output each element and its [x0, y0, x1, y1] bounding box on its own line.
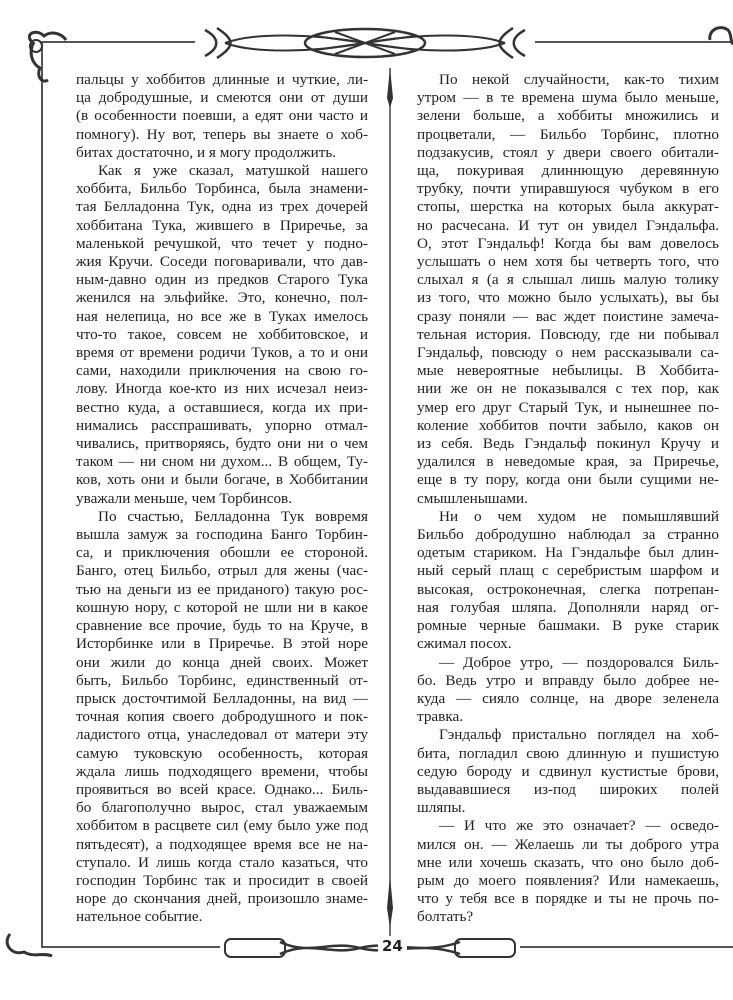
text-line: тью на деньги из ее приданого) такую рос- [76, 580, 368, 598]
text-line: седую бороду и сдвинул кустистые брови, [417, 762, 719, 780]
paragraph [76, 508, 368, 927]
paragraph [417, 654, 719, 727]
text-line: проявиться во всей красе. Однако... Биль- [76, 780, 368, 798]
text-line: болтать? [417, 908, 474, 926]
text-line: Гэндальф пристально поглядел на хоб- [439, 726, 719, 744]
text-line: умер его друг Старый Тук, и нынешнее по- [417, 398, 719, 416]
text-line: ца добродушные, и смеются они от души [76, 89, 368, 107]
pen-divider-icon [384, 68, 396, 948]
bottom-left-ornament-icon [0, 930, 60, 960]
paragraph [417, 508, 719, 654]
text-line: шляпы. [417, 799, 466, 817]
text-line: стопы, шерстка на которых была аккурат- [417, 198, 719, 216]
text-line: таком — ни сном ни духом... В общем, Ту- [76, 453, 368, 471]
text-line: из себя. Ведь Гэндальф покинул Кручу и [417, 435, 719, 453]
text-line: ромные черные башмаки. В руке старик [417, 617, 719, 635]
text-line: нательное событие. [76, 908, 203, 926]
text-line: лову. Иногда кое-кто из них исчезал неиз- [76, 380, 368, 398]
paragraph [76, 162, 368, 508]
text-line: сжимал посох. [417, 635, 512, 653]
text-line: Банго, отец Бильбо, отрыл для жены (час- [76, 562, 368, 580]
text-line: бо. Ведь утро и вправду было добрее не- [417, 671, 719, 689]
text-line: что у тебя все в порядке и ты не прочь по- [417, 890, 719, 908]
text-line: выдававшиеся из-под широких полей [417, 780, 719, 798]
paragraph [417, 817, 719, 926]
text-line: Исторбинке или в Приречье. В этой норе [76, 635, 368, 653]
text-line: нимались расспрашивать, упорно отмал- [76, 416, 368, 434]
paragraph [76, 71, 368, 162]
text-line: пальцы у хоббитов длинные и чуткие, ли- [76, 71, 368, 88]
text-line: травка. [417, 708, 464, 726]
text-line: ков, хоть они и были богаче, в Хоббитании [76, 471, 368, 489]
text-line: По некой случайности, как-то тихим [439, 71, 719, 88]
text-line: удалился в неведомые края, за Приречье, [417, 453, 719, 471]
text-line: процветали, — Бильбо Торбинс, плотно [417, 125, 719, 143]
text-line: трубку, почти упиравшуюся чубуком в его [417, 180, 719, 198]
text-line: ждала лишь подходящего времени, чтобы [76, 762, 368, 780]
text-line: ная нелепица, но все же в Туках имелось [76, 307, 368, 325]
paragraph [417, 71, 719, 508]
text-line: Ни о чем худом не помышлявший [439, 507, 719, 525]
text-line: время от времени родичи Туков, а то и они [76, 344, 368, 362]
text-line: ным-давно один из предков Старого Тука [76, 271, 368, 289]
bottom-knot-ornament-icon [220, 936, 520, 960]
text-line: зелени больше, а хоббиты множились и [417, 107, 719, 125]
text-line: мился он. — Желаешь ли ты доброго утра [417, 835, 719, 853]
text-line: уважали меньше, чем Торбинсов. [76, 489, 293, 507]
text-line: жия Кручи. Соседи поговаривали, что дав- [76, 253, 368, 271]
text-line: кошную нору, с которой не шли ни в какое [76, 598, 368, 616]
text-line: хоббитом в расцвете сил (ему было уже под [76, 817, 368, 835]
border-left-rule [41, 41, 43, 948]
text-line: коление хоббитов почти забыло, каков он [417, 416, 719, 434]
text-line: мые невероятные небылицы. В Хоббита- [417, 362, 719, 380]
text-line: битах достаточно, и я могу продолжить. [76, 143, 337, 161]
text-line: быть, Бильбо Торбинс, единственный от- [76, 671, 368, 689]
text-line: вышла замуж за господина Банго Торбин- [76, 526, 368, 544]
text-line: еще в ту пору, когда они были сущими не- [417, 471, 719, 489]
text-line: услышать о нем хотя бы четверть того, что [417, 253, 719, 271]
text-line: — И что же это означает? — осведо- [439, 817, 719, 835]
right-text-column [417, 71, 719, 927]
text-line: пятьдесят), а подходящее время все не на- [76, 835, 368, 853]
text-line: женился на эльфийке. Это, конечно, пол- [76, 289, 368, 307]
text-line: мне или хочешь сказать, что оно было доб- [417, 853, 719, 871]
text-line: точная копия своего добродушного и пок- [76, 708, 368, 726]
text-line: бо благополучно вырос, стал уважаемым [76, 799, 368, 817]
text-line: — Доброе утро, — поздоровался Биль- [439, 653, 719, 671]
text-line: из того, что можно было услыхать), вы бы [417, 289, 719, 307]
text-line: сразу поняли — вас ждет поистине замеча- [417, 307, 719, 325]
text-line: (в особенности поевши, а едят они часто и [76, 107, 368, 125]
corner-ornament-right-icon [706, 22, 733, 52]
text-line: ща, покуривая длиннющую деревянную [417, 162, 719, 180]
text-line: тельная история. Повсюду, где ни побывал [417, 325, 719, 343]
text-line: утром — в те времена шума было меньше, [417, 89, 719, 107]
text-line: норе до скончания дней, произошло знаме- [76, 890, 368, 908]
paragraph [417, 726, 719, 817]
text-line: Как я уже сказал, матушкой нашего [98, 162, 368, 180]
text-line: смышленышами. [417, 489, 528, 507]
text-line: прыск досточтимой Белладонны, на вид — [76, 689, 368, 707]
text-line: ный серый плащ с серебристым шарфом и [417, 562, 719, 580]
text-line: са, и приключения обошли ее стороной. [76, 544, 368, 562]
top-knot-ornament-icon [195, 20, 535, 68]
text-line: они жили до конца дней своих. Может [76, 653, 368, 671]
text-line: ступало. И лишь когда стало казаться, что [76, 853, 368, 871]
corner-ornament-icon [22, 28, 72, 88]
text-line: сами, находили приключения на свою го- [76, 362, 368, 380]
text-line: ладистого отца, унаследовал от матери эту [76, 726, 368, 744]
text-line: маленькой речушкой, что течет у подно- [76, 234, 368, 252]
text-line: куда — сияло солнце, на дворе зеленела [417, 689, 719, 707]
text-line: сравнение все прочие, будь то на Круче, в [76, 617, 368, 635]
text-line: тая Белладонна Тук, одна из трех дочерей [76, 198, 368, 216]
left-text-column [76, 71, 368, 927]
text-line: хоббита, Бильбо Торбинса, была знамени- [76, 180, 368, 198]
text-line: О, этот Гэндальф! Когда бы вам довелось [417, 234, 719, 252]
text-line: господин Торбинс так и просидит в своей [76, 871, 368, 889]
text-line: что-то такое, совсем не хоббитовское, и [76, 325, 368, 343]
text-line: нии же он не показывался с тех пор, как [417, 380, 719, 398]
text-line: ная голубая шляпа. Дополняли наряд ог- [417, 598, 719, 616]
text-line: чивались, притворяясь, будто они ни о чем [76, 435, 368, 453]
text-line: хоббитана Тука, жившего в Приречье, за [76, 216, 368, 234]
text-line: самую туковскую особенность, которая [76, 744, 368, 762]
text-line: По счастью, Белладонна Тук вовремя [98, 507, 368, 525]
text-line: слыхал я (а я слышал лишь малую толику [417, 271, 719, 289]
text-line: Гэндальф, повсюду о нем рассказывали са- [417, 344, 719, 362]
page-number: 24 [378, 937, 407, 955]
text-line: высокая, остроконечная, слегка потрепан- [417, 580, 719, 598]
text-line: одетым стариком. На Гэндальфе был длин- [417, 544, 719, 562]
text-line: Бильбо добродушно наблюдал за странно [417, 526, 719, 544]
text-line: помногу). Ну вот, теперь вы знаете о хоб- [76, 125, 368, 143]
text-line: рым до моего появления? Или намекаешь, [417, 871, 719, 889]
text-line: но расчесана. И тут он увидел Гэндальфа. [417, 216, 719, 234]
text-line: вестно куда, а оставшиеся, когда их при- [76, 398, 368, 416]
text-line: подзакусив, стоял у двери своего обитали- [417, 143, 719, 161]
text-line: бита, погладил свою длинную и пушистую [417, 744, 719, 762]
